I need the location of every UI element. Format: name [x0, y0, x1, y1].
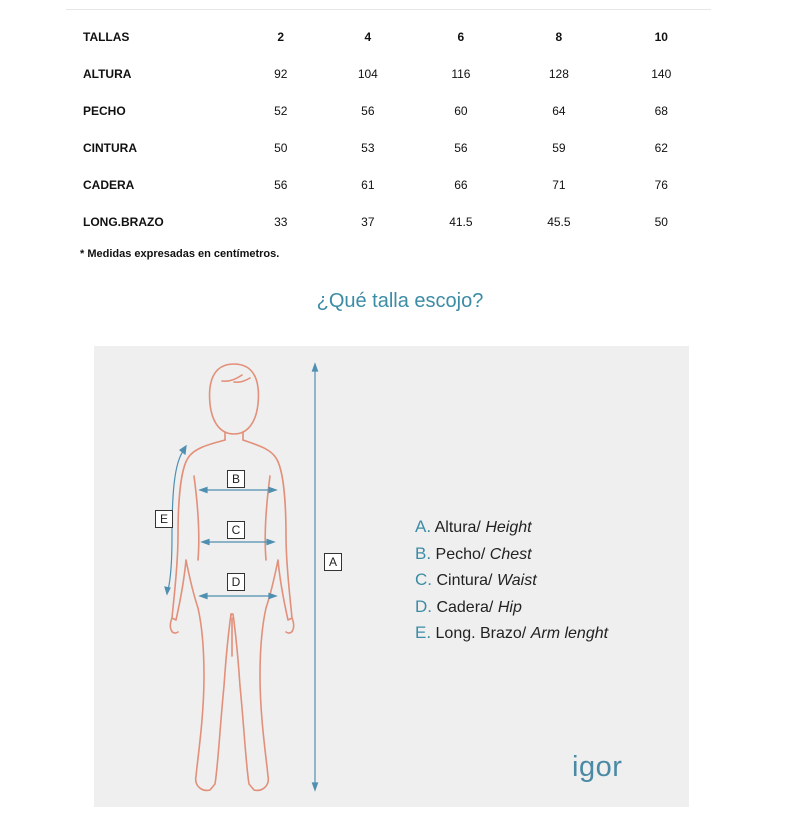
table-cell: 61 — [361, 177, 375, 192]
table-cell: 45.5 — [547, 214, 571, 229]
size-header: 6 — [457, 29, 465, 44]
legend-en: Chest — [489, 545, 532, 563]
legend-es: Altura/ — [434, 519, 481, 536]
marker-e: E — [155, 510, 173, 528]
table-cell: 52 — [274, 103, 288, 118]
row-label: CADERA — [83, 177, 135, 192]
table-cell: 71 — [552, 177, 566, 192]
measurement-legend — [415, 514, 608, 647]
legend-es: Cintura/ — [436, 572, 493, 589]
legend-es: Cadera/ — [436, 598, 494, 616]
legend-item — [415, 567, 608, 594]
table-cell: 68 — [654, 103, 668, 118]
top-divider — [66, 9, 711, 10]
table-row — [66, 166, 711, 203]
table-cell: 60 — [454, 103, 468, 118]
measurement-note: * Medidas expresadas en centímetros. — [80, 248, 280, 260]
marker-d: D — [227, 573, 245, 591]
size-header: 4 — [364, 29, 372, 44]
size-question-heading: ¿Qué talla escojo? — [316, 290, 484, 312]
legend-item — [415, 541, 608, 568]
row-label: LONG.BRAZO — [83, 214, 164, 229]
table-row — [66, 129, 711, 166]
row-label: CINTURA — [83, 140, 137, 155]
legend-en: Waist — [496, 572, 537, 589]
table-cell: 33 — [274, 214, 288, 229]
table-cell: 76 — [654, 177, 668, 192]
table-row — [66, 55, 711, 92]
table-header-label: TALLAS — [83, 29, 130, 44]
legend-es: Pecho/ — [435, 545, 486, 563]
table-cell: 64 — [552, 103, 566, 118]
table-row — [66, 92, 711, 129]
legend-letter: B. — [415, 543, 432, 563]
size-header: 8 — [555, 29, 563, 44]
igor-logo: igor — [572, 751, 623, 783]
table-cell: 50 — [654, 214, 668, 229]
table-cell: 41.5 — [449, 214, 473, 229]
size-header: 10 — [654, 29, 668, 44]
table-cell: 104 — [357, 66, 378, 81]
table-cell: 56 — [361, 103, 375, 118]
table-cell: 62 — [654, 140, 668, 155]
table-cell: 37 — [361, 214, 375, 229]
table-cell: 128 — [548, 66, 569, 81]
legend-letter: A. — [415, 517, 432, 536]
table-cell: 53 — [361, 140, 375, 155]
table-cell: 50 — [274, 140, 288, 155]
legend-item — [415, 514, 608, 541]
size-header: 2 — [277, 29, 285, 44]
legend-letter: D. — [415, 596, 432, 616]
legend-letter: C. — [415, 570, 432, 589]
size-table — [66, 18, 711, 240]
table-header-row — [66, 18, 711, 55]
legend-en: Hip — [497, 598, 522, 616]
table-cell: 56 — [454, 140, 468, 155]
marker-c: C — [227, 521, 245, 539]
legend-en: Arm lenght — [530, 625, 609, 642]
table-row — [66, 203, 711, 240]
table-cell: 140 — [651, 66, 672, 81]
legend-letter: E. — [415, 623, 432, 642]
measurement-diagram — [94, 346, 689, 807]
table-cell: 56 — [274, 177, 288, 192]
legend-item — [415, 620, 608, 647]
legend-en: Height — [485, 519, 532, 536]
legend-item — [415, 594, 608, 621]
table-cell: 116 — [451, 66, 471, 81]
row-label: ALTURA — [83, 66, 132, 81]
row-label: PECHO — [83, 103, 126, 118]
marker-b: B — [227, 470, 245, 488]
legend-es: Long. Brazo/ — [435, 625, 527, 642]
table-cell: 59 — [552, 140, 566, 155]
table-cell: 92 — [274, 66, 288, 81]
table-cell: 66 — [454, 177, 468, 192]
marker-a: A — [324, 553, 342, 571]
